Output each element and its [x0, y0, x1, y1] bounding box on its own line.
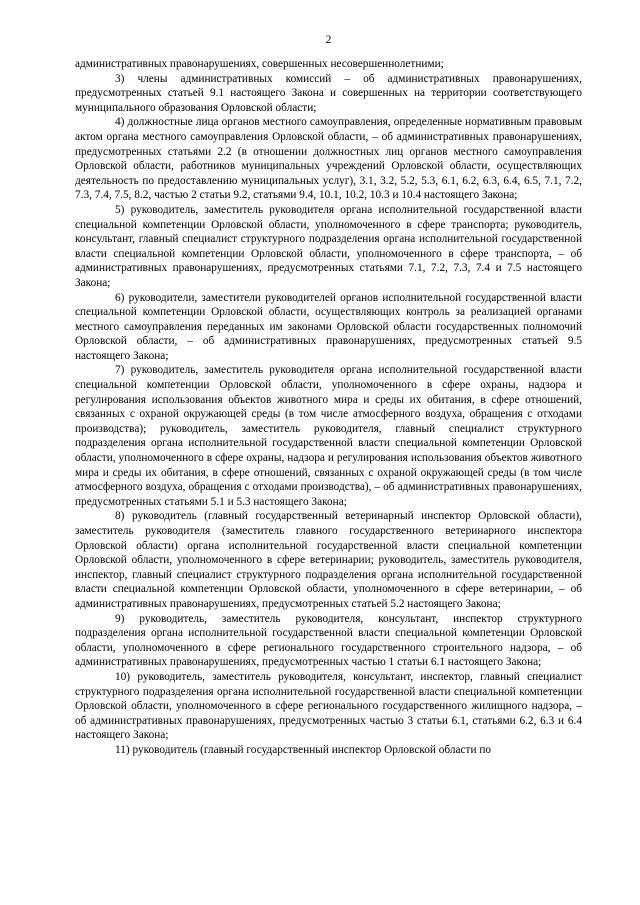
- paragraph-item-7: 7) руководитель, заместитель руководителя органа исполнительной государственной власти специальной компетенции Орловской области, уполномоченного в сфере охраны, надзора и регулирования использования объектов животного мира и среды их обитания, в сфере отношений, связанных с охраной окружающей среды (в том числе атмосферного воздуха, обращения с отходами производства); руководитель, заместитель руководителя, главный специалист структурного подразделения органа исполнительной государственной власти специальной компетенции Орловской области, уполномоченного в сфере охраны, надзора и регулирования использования объектов животного мира и среды их обитания, в сфере отношений, связанных с охраной окружающей среды (в том числе атмосферного воздуха, обращения с отходами производства), – об административных правонарушениях, предусмотренных статьями 5.1 и 5.3 настоящего Закона;: [75, 364, 582, 508]
- paragraph-item-5: 5) руководитель, заместитель руководителя органа исполнительной государственной власти специальной компетенции Орловской области, уполномоченного в сфере транспорта; руководитель, консультант, главный специалист структурного подразделения органа исполнительной государственной власти специальной компетенции Орловской области, уполномоченного в сфере транспорта, – об административных правонарушениях, предусмотренных статьями 7.1, 7.2, 7.3, 7.4 и 7.5 настоящего Закона;: [75, 203, 582, 289]
- paragraph-item-8: 8) руководитель (главный государственный ветеринарный инспектор Орловской области), заместитель руководителя (заместитель главного государственного ветеринарного инспектора Орловской области) органа исполнительной государственной власти специальной компетенции Орловской области, уполномоченного в сфере ветеринарии; руководитель, заместитель руководителя, инспектор, главный специалист структурного подразделения органа исполнительной государственной власти специальной компетенции Орловской области, уполномоченного в сфере ветеринарии, – об административных правонарушениях, предусмотренных статьей 5.2 настоящего Закона;: [75, 510, 582, 610]
- paragraph-item-10: 10) руководитель, заместитель руководителя, консультант, инспектор, главный специалист структурного подразделения органа исполнительной государственной власти специальной компетенции Орловской области, уполномоченного в сфере регионального государственного жилищного надзора, – об административных правонарушениях, предусмотренных частью 3 статьи 6.1, статьями 6.2, 6.3 и 6.4 настоящего Закона;: [75, 670, 582, 742]
- document-body: [75, 57, 582, 758]
- paragraph-item-9: 9) руководитель, заместитель руководителя, консультант, инспектор структурного подразделения органа исполнительной государственной власти специальной компетенции Орловской области, уполномоченного в сфере регионального государственного строительного надзора, – об административных правонарушениях, предусмотренных частью 1 статьи 6.1 настоящего Закона;: [75, 612, 582, 669]
- page-number: 2: [325, 34, 332, 46]
- paragraph-item-11: 11) руководитель (главный государственный инспектор Орловской области по: [115, 743, 492, 756]
- paragraph-item-6: 6) руководители, заместители руководителей органов исполнительной государственной власти специальной компетенции Орловской области, осуществляющих контроль за реализацией органами местного самоуправления переданных им законами Орловской области государственных полномочий Орловской области, – об административных правонарушениях, предусмотренных статьей 9.5 настоящего Закона;: [75, 291, 582, 362]
- paragraph-continuation: административных правонарушениях, совершенных несовершеннолетними;: [75, 58, 444, 70]
- paragraph-item-3: 3) члены административных комиссий – об административных правонарушениях, предусмотренных статьей 9.1 настоящего Закона и совершенных на территории соответствующего муниципального образования Орловской области;: [75, 72, 582, 114]
- paragraph-item-4: 4) должностные лица органов местного самоуправления, определенные нормативным правовым актом органа местного самоуправления Орловской области, – об административных правонарушениях, предусмотренных статьями 2.2 (в отношении должностных лиц органов местного самоуправления Орловской области, работников муниципальных учреждений Орловской области, осуществляющих деятельность по предоставлению муниципальных услуг), 3.1, 3.2, 5.2, 5.3, 6.1, 6.2, 6.3, 6.4, 6.5, 7.1, 7.2, 7.3, 7.4, 7.5, 8.2, частью 2 статьи 9.2, статьями 9.4, 10.1, 10.2, 10.3 и 10.4 настоящего Закона;: [75, 116, 582, 202]
